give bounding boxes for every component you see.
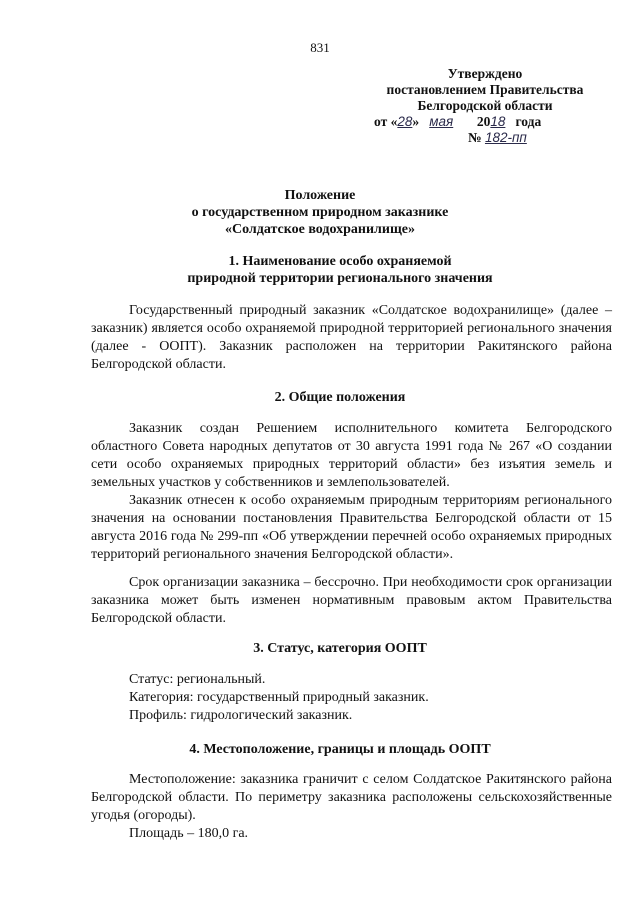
title-line-3: «Солдатское водохранилище» xyxy=(224,222,416,237)
approval-line-resolution: постановлением Правительства xyxy=(386,82,584,97)
date-mid: » xyxy=(412,114,420,129)
section-2-paragraph-2: Заказник отнесен к особо охраняемым природным территориям регионального значения на основании постановления Правительства Белгородской области от 15 августа 2016 года № 299-пп «Об утверждении перечней особо охраняемых природных территорий регионального значения Белгородской области». xyxy=(91,493,612,562)
section-1-heading-line-1: 1. Наименование особо охраняемой xyxy=(228,254,452,269)
approval-line-approved: Утверждено xyxy=(447,66,523,81)
section-4-area: Площадь – 180,0 га. xyxy=(129,826,249,841)
date-month: мая xyxy=(429,114,454,129)
date-year-prefix: 20 xyxy=(476,114,491,129)
section-3-list xyxy=(129,671,609,725)
approval-line-region: Белгородской области xyxy=(417,98,553,113)
category-line: Категория: государственный природный заказник. xyxy=(129,690,429,705)
number-prefix: № xyxy=(468,130,482,145)
status-line: Статус: региональный. xyxy=(129,672,266,687)
date-year-suffix: 18 xyxy=(490,114,506,129)
approval-date xyxy=(360,114,610,130)
section-4-heading: 4. Местоположение, границы и площадь ООПТ xyxy=(189,742,491,757)
page-number: 831 xyxy=(310,40,330,55)
date-suffix: года xyxy=(515,114,542,129)
section-3-heading: 3. Статус, категория ООПТ xyxy=(253,641,427,656)
document-title xyxy=(60,187,580,238)
section-1-heading xyxy=(60,253,620,287)
number-value: 182-пп xyxy=(484,130,527,145)
section-1-paragraph-1: Государственный природный заказник «Солдатское водохранилище» (далее – заказник) является особо охраняемой природной территорией регионального значения (далее - ООПТ). Заказник расположен на территории Ракитянского района Белгородской области. xyxy=(91,303,612,372)
section-1-heading-line-2: природной территории регионального значения xyxy=(187,271,493,286)
date-day: 28 xyxy=(397,114,413,129)
title-line-1: Положение xyxy=(284,188,356,203)
section-4-paragraph-1: Местоположение: заказника граничит с селом Солдатское Ракитянского района Белгородской области. По периметру заказника расположены сельскохозяйственные угодья (огороды). xyxy=(91,772,612,823)
profile-line: Профиль: гидрологический заказник. xyxy=(129,708,353,723)
title-line-2: о государственном природном заказнике xyxy=(191,205,449,220)
approval-block xyxy=(360,66,610,146)
section-2-paragraph-3: Срок организации заказника – бессрочно. При необходимости срок организации заказника может быть изменен нормативным правовым актом Правительства Белгородской области. xyxy=(91,575,612,626)
date-prefix: от « xyxy=(374,114,398,129)
approval-number xyxy=(360,130,610,146)
section-2-heading: 2. Общие положения xyxy=(274,390,406,405)
section-2-paragraph-1: Заказник создан Решением исполнительного комитета Белгородского областного Совета народных депутатов от 30 августа 1991 года № 267 «О создании сети особо охраняемых природных территорий области» без изъятия земель и земельных участков у собственников и землепользователей. xyxy=(91,421,612,490)
